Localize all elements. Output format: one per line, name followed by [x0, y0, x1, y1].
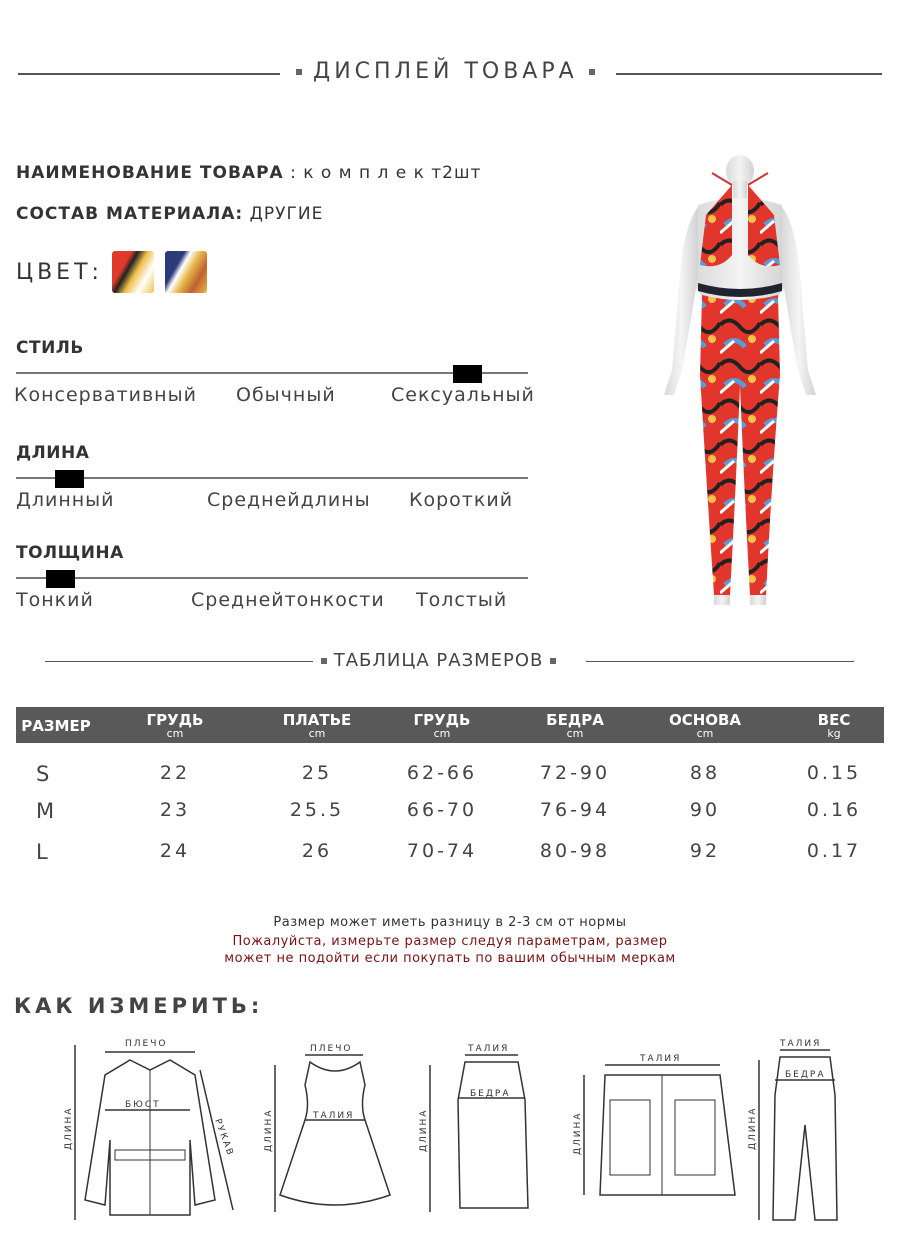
color-swatch-blue[interactable]	[165, 251, 207, 293]
table-cell: 88	[689, 762, 721, 784]
hips-label: БЕДРА	[470, 1089, 511, 1099]
table-cell: 0.16	[806, 799, 862, 821]
color-label: ЦВЕТ:	[16, 260, 103, 285]
divider-left	[45, 661, 313, 662]
table-header-cell: ПЛАТЬЕ cm	[282, 711, 352, 740]
hips-label: БЕДРА	[785, 1070, 826, 1080]
table-cell: 76-94	[539, 799, 611, 821]
table-cell: 25	[301, 762, 333, 784]
divider-right	[586, 661, 854, 662]
table-cell: 62-66	[406, 762, 478, 784]
table-cell: 72-90	[539, 762, 611, 784]
option-label: Короткий	[409, 489, 514, 511]
measure-warning-line-2: может не подойти если покупать по вашим обычным меркам	[224, 951, 676, 966]
option-label: Среднейдлины	[207, 489, 371, 511]
scale-marker	[55, 470, 84, 488]
trousers-icon	[745, 1035, 865, 1225]
table-cell: 80-98	[539, 840, 611, 862]
table-cell: 24	[159, 840, 191, 862]
style-label: СТИЛЬ	[16, 338, 84, 358]
shoulder-label: ПЛЕЧО	[125, 1039, 168, 1049]
material-label: СОСТАВ МАТЕРИАЛА:	[16, 204, 244, 224]
shoulder-label: ПЛЕЧО	[310, 1044, 353, 1054]
table-header-cell: РАЗМЕР	[21, 717, 91, 735]
shorts-icon	[570, 1045, 750, 1205]
table-header-cell: ГРУДЬ cm	[413, 711, 471, 740]
table-header-cell: ГРУДЬ cm	[146, 711, 204, 740]
table-cell: 70-74	[406, 840, 478, 862]
thickness-label: ТОЛЩИНА	[16, 543, 124, 563]
scale-line	[16, 577, 528, 579]
product-name-label: НАИМЕНОВАНИЕ ТОВАРА	[16, 163, 284, 183]
table-header-cell: ОСНОВА cm	[668, 711, 742, 740]
mannequin-product-photo-icon	[640, 155, 840, 615]
table-cell: 66-70	[406, 799, 478, 821]
material-row	[16, 204, 323, 224]
waist-label: ТАЛИЯ	[313, 1111, 355, 1121]
table-cell: 22	[159, 762, 191, 784]
scale-marker	[46, 570, 75, 588]
option-label: Длинный	[16, 489, 115, 511]
display-section-title: ДИСПЛЕЙ ТОВАРА	[296, 59, 595, 84]
size-note: Размер может иметь разницу в 2-3 см от нормы	[273, 915, 627, 930]
divider-left	[18, 73, 280, 75]
table-cell: 90	[689, 799, 721, 821]
length-label: ДЛИНА	[264, 1108, 274, 1152]
length-label: ДЛИНА	[419, 1108, 429, 1152]
skirt-icon	[410, 1040, 550, 1215]
option-label: Толстый	[416, 589, 508, 611]
measure-warning-line-1: Пожалуйста, измерьте размер следуя параметрам, размер	[232, 934, 668, 949]
table-cell: 92	[689, 840, 721, 862]
bust-label: БЮСТ	[125, 1100, 161, 1110]
scale-marker	[453, 365, 482, 383]
table-cell: M	[36, 799, 58, 823]
scale-line	[16, 372, 528, 374]
option-label: Тонкий	[16, 589, 94, 611]
table-cell: 0.17	[806, 840, 862, 862]
table-cell: 25.5	[289, 799, 345, 821]
divider-right	[616, 73, 882, 75]
square-bullet-icon	[550, 658, 556, 664]
material-value: ДРУГИЕ	[249, 204, 324, 224]
waist-label: ТАЛИЯ	[640, 1054, 682, 1064]
square-bullet-icon	[296, 69, 302, 75]
option-label: Обычный	[236, 384, 336, 406]
dress-icon	[255, 1040, 395, 1215]
table-cell: 23	[159, 799, 191, 821]
length-label: ДЛИНА	[16, 443, 90, 463]
jacket-icon	[55, 1030, 245, 1230]
length-label: ДЛИНА	[64, 1106, 74, 1150]
table-header-cell: ВЕС kg	[817, 711, 851, 740]
table-header-cell: БЕДРА cm	[546, 711, 604, 740]
sleeve-label: РУКАВ	[212, 1117, 236, 1159]
waist-label: ТАЛИЯ	[468, 1044, 510, 1054]
option-label: Среднейтонкости	[191, 589, 385, 611]
square-bullet-icon	[321, 658, 327, 664]
table-cell: L	[36, 840, 51, 864]
square-bullet-icon	[589, 69, 595, 75]
color-swatch-red[interactable]	[112, 251, 154, 293]
size-section-title: ТАБЛИЦА РАЗМЕРОВ	[321, 650, 556, 671]
product-name-value: к о м п л е к т2шт	[303, 163, 482, 183]
length-label: ДЛИНА	[748, 1106, 758, 1150]
option-label: Консервативный	[14, 384, 197, 406]
scale-line	[16, 477, 528, 479]
table-cell: 26	[301, 840, 333, 862]
product-name-row: НАИМЕНОВАНИЕ ТОВАРА : к о м п л е к т2шт	[16, 163, 482, 183]
length-label: ДЛИНА	[573, 1111, 583, 1155]
option-label: Сексуальный	[391, 384, 535, 406]
how-to-measure-title: КАК ИЗМЕРИТЬ:	[14, 994, 264, 1018]
waist-label: ТАЛИЯ	[780, 1039, 822, 1049]
table-cell: 0.15	[806, 762, 862, 784]
table-cell: S	[36, 762, 53, 786]
